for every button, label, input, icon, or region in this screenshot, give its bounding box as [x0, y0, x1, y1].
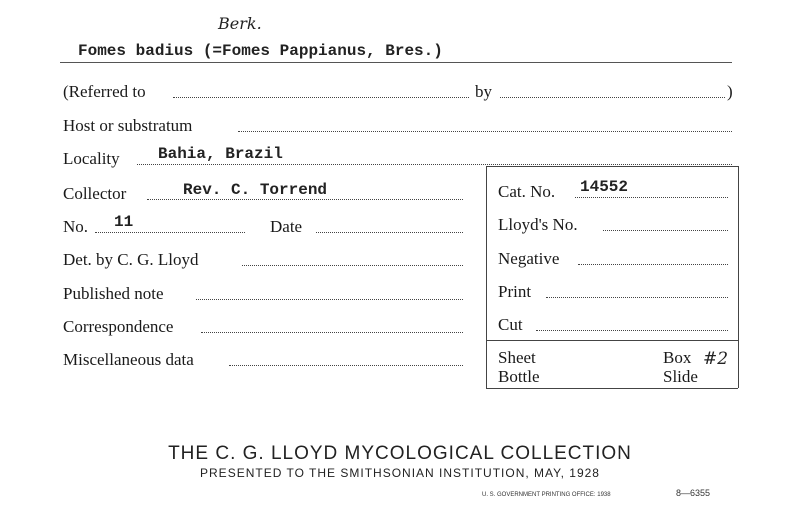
slide-label: Slide — [663, 367, 698, 386]
referred-close: ) — [727, 82, 733, 101]
printing-office-note: U. S. GOVERNMENT PRINTING OFFICE: 1938 — [482, 492, 611, 498]
lloyds-no-label: Lloyd's No. — [498, 215, 578, 234]
collection-subtitle: PRESENTED TO THE SMITHSONIAN INSTITUTION, MAY, 1928 — [200, 466, 600, 480]
cat-no-value: 14552 — [580, 178, 629, 196]
species-name: Fomes badius (=Fomes Pappianus, Bres.) — [78, 42, 443, 60]
host-label: Host or substratum — [63, 116, 193, 135]
catalog-box-bottom — [486, 388, 738, 389]
cat-no-field[interactable] — [575, 197, 728, 198]
date-label: Date — [270, 217, 303, 236]
misc-data-field[interactable] — [229, 365, 463, 366]
published-note-label: Published note — [63, 284, 164, 303]
handwritten-annotation: Berk. — [218, 14, 262, 33]
locality-label: Locality — [63, 149, 120, 168]
locality-field[interactable] — [137, 164, 732, 165]
referred-by-field[interactable] — [500, 97, 725, 98]
collector-label: Collector — [63, 184, 127, 203]
number-label: No. — [63, 217, 89, 236]
box-label: Box — [663, 348, 692, 367]
catalog-box-right — [738, 166, 739, 388]
print-label: Print — [498, 282, 532, 301]
species-underline — [60, 62, 732, 63]
locality-value: Bahia, Brazil — [158, 145, 283, 163]
correspondence-label: Correspondence — [63, 317, 174, 336]
det-by-field[interactable] — [242, 265, 463, 266]
date-field[interactable] — [316, 232, 463, 233]
box-value: #2 — [703, 349, 729, 369]
sheet-label: Sheet — [498, 348, 536, 367]
cut-label: Cut — [498, 315, 523, 334]
collector-field[interactable] — [147, 199, 463, 200]
cut-field[interactable] — [536, 330, 728, 331]
referred-by-label: by — [475, 82, 492, 101]
correspondence-field[interactable] — [201, 332, 463, 333]
bottle-label: Bottle — [498, 367, 540, 386]
form-number: 8—6355 — [676, 488, 711, 498]
collector-value: Rev. C. Torrend — [183, 181, 328, 199]
referred-to-label: (Referred to — [63, 82, 146, 101]
catalog-box-left — [486, 166, 487, 388]
negative-field[interactable] — [578, 264, 728, 265]
published-note-field[interactable] — [196, 299, 463, 300]
misc-data-label: Miscellaneous data — [63, 350, 194, 369]
referred-to-field[interactable] — [173, 97, 469, 98]
print-field[interactable] — [546, 297, 728, 298]
catalog-box-top — [486, 166, 738, 167]
det-by-label: Det. by C. G. Lloyd — [63, 250, 199, 269]
number-field[interactable] — [95, 232, 245, 233]
negative-label: Negative — [498, 249, 560, 268]
number-value: 11 — [114, 213, 134, 231]
collection-title: THE C. G. LLOYD MYCOLOGICAL COLLECTION — [168, 443, 632, 464]
host-field[interactable] — [238, 131, 732, 132]
cat-no-label: Cat. No. — [498, 182, 556, 201]
catalog-box-divider — [486, 340, 738, 341]
lloyds-no-field[interactable] — [603, 230, 728, 231]
